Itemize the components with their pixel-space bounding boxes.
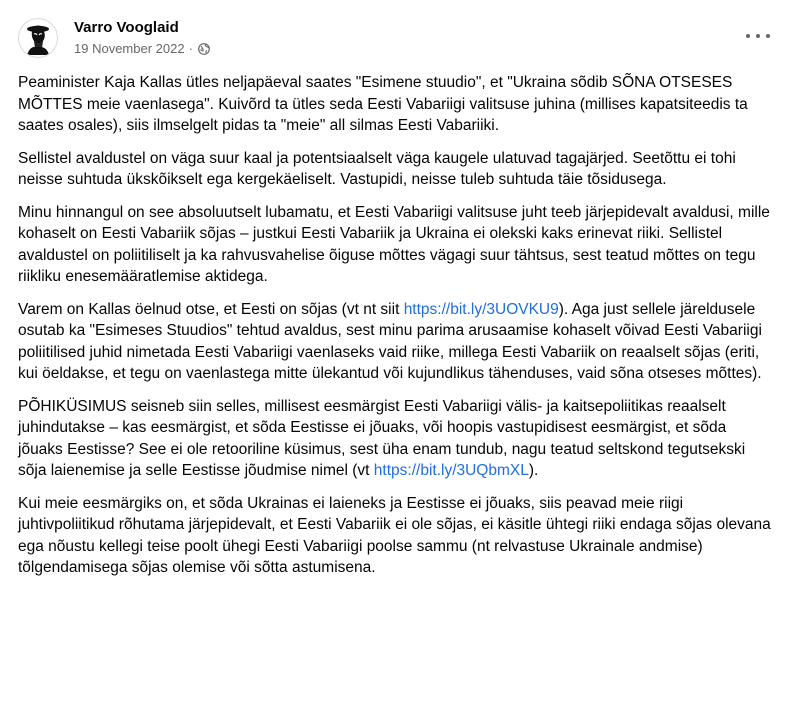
paragraph-6: Kui meie eesmärgiks on, et sõda Ukrainas ei laieneks ja Eestisse ei jõuaks, siis peavad meie riigi juhtivpoliitikud rõhutama järjepidevalt, et Eesti Vabariik ei ole sõjas, ei käsitle ühtegi riiki endaga sõjas olevana ega nõustu kellegi teise poolt ühegi Eesti Vabariigi poolse sammu (nt relvastuse Ukrainale andmise) tõlgendamisega sõjas olemise või sõtta astumisena.: [18, 494, 771, 576]
post-date[interactable]: 19 November 2022: [74, 41, 185, 56]
avatar[interactable]: [18, 18, 58, 58]
bitly-link-1[interactable]: https://bit.ly/3UOVKU9: [403, 300, 559, 318]
post-body: [18, 72, 772, 590]
more-dot: [766, 34, 770, 38]
paragraph-1: Peaminister Kaja Kallas ütles neljapäeval saates "Esimene stuudio", et "Ukraina sõdib SÕNA OTSESES MÕTTES meie vaenlasega". Kuivõrd ta ütles seda Eesti Vabariigi valitsuse juhina (millises kapatsiteedis ta saates osales), siis ilmselgelt pidas ta "meie" all silmas Eesti Vabariiki.: [18, 74, 748, 134]
post-header: [18, 14, 210, 62]
paragraph-2: Sellistel avaldustel on väga suur kaal ja potentsiaalselt väga kaugele ulatuvad tagajärjed. Seetõttu ei tohi neisse suhtuda ükskõikselt ega kergekäeliselt. Vastupidi, neisse tuleb suhtuda täie tõsidusega.: [18, 149, 736, 188]
paragraph-5: [18, 396, 772, 482]
more-options-icon[interactable]: [746, 28, 770, 44]
separator-dot: ·: [188, 41, 193, 56]
avatar-silhouette-icon: [21, 21, 55, 55]
post-meta: [74, 18, 210, 58]
paragraph-5-text-a: PÕHIKÜSIMUS seisneb siin selles, millisest eesmärgist Eesti Vabariigi välis- ja kaitsepoliitikas reaalselt juhindutakse – kas eesmärgist, et sõda Eestisse ei jõuaks, või hoopis vastupidisest eesmärgist, et sõda jõuaks Eestisse? See ei ole retooriline küsimus, sest üha enam tundub, nagu teatud seltskond tegutsekski sõja laienemise ja selle Eestisse jõudmise nimel (vt: [18, 397, 746, 479]
paragraph-3: Minu hinnangul on see absoluutselt lubamatu, et Eesti Vabariigi valitsuse juht teeb järjepidevalt avaldusi, mille kohaselt on Eesti Vabariik sõjas – justkui Eesti Vabariik ja Ukraina ei olekski kaks erinevat riiki. Sellistel avaldustel on poliitiliselt ja ka rahvusvahelise õiguse mõttes vägagi suur tähtsus, sest teatud mõttes on tegu riikliku enesemääratlemise aktidega.: [18, 203, 770, 285]
paragraph-4: [18, 299, 772, 385]
post-subline: [74, 40, 210, 58]
more-dot: [746, 34, 750, 38]
more-dot: [756, 34, 760, 38]
paragraph-5-text-b: ).: [528, 462, 539, 479]
globe-icon[interactable]: [198, 43, 210, 55]
bitly-link-2[interactable]: https://bit.ly/3UQbmXL: [373, 462, 529, 479]
paragraph-4-text-a: Varem on Kallas öelnud otse, et Eesti on sõjas (vt nt siit: [18, 300, 404, 318]
paragraph-4-text-b: ). Aga just sellele järeldusele osutab ka "Esimeses Stuudios" tehtud avaldus, sest minu parima arusaamise kohaselt võivad Eesti Vabariigi poliitilised juhid nimetada Eesti Vabariigi vaenlaseks vaid riike, millega Eesti Vabariik on reaalselt sõjas (eriti, kui öeldakse, et tegu on vaenlastega mitte ülekantud või kujundlikus tähenduses, vaid sõna otseses mõttes).: [18, 300, 762, 382]
author-name[interactable]: Varro Vooglaid: [74, 19, 179, 36]
